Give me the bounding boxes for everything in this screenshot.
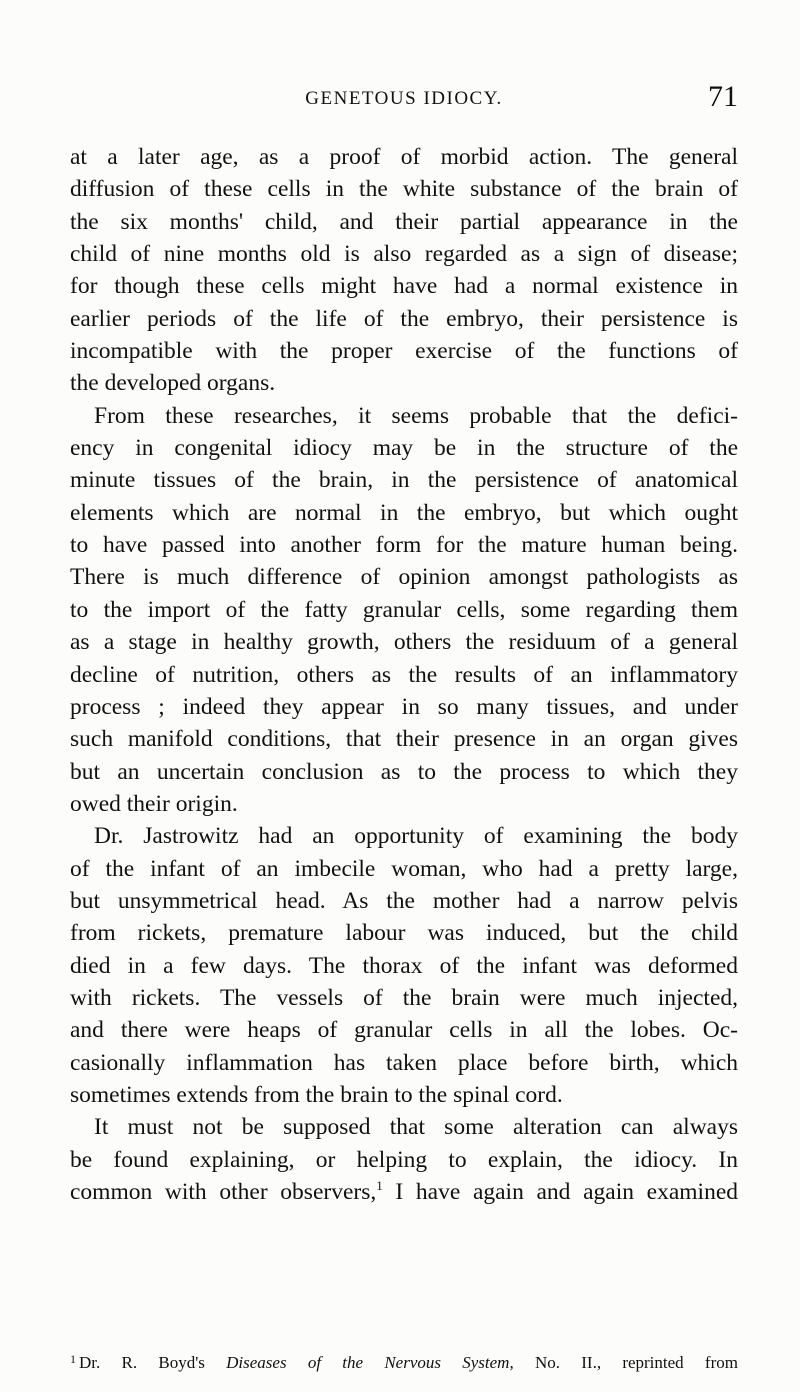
body-text xyxy=(70,141,738,1208)
text-line: at a later age, as a proof of morbid action. The general xyxy=(70,144,738,170)
text-line: There is much difference of opinion amongst pathologists as xyxy=(70,564,738,591)
footnote-title: Diseases of the Nervous System, xyxy=(226,1353,514,1372)
text-line: but an uncertain conclusion as to the process to which they xyxy=(70,758,738,785)
text-line: Dr. Jastrowitz had an opportunity of examining the body xyxy=(94,823,738,850)
paragraph xyxy=(70,1111,738,1208)
text-line: sometimes extends from the brain to the spinal cord. xyxy=(70,1081,563,1108)
running-head-title: GENETOUS IDIOCY. xyxy=(305,88,503,109)
running-head xyxy=(70,82,738,122)
text-line: From these researches, it seems probable that the defici- xyxy=(94,402,738,429)
text-line: child of nine months old is also regarded as a sign of disease; xyxy=(70,241,738,268)
text-line: the developed organs. xyxy=(70,370,276,397)
text-line: casionally inflammation has taken place before birth, which xyxy=(70,1049,738,1076)
text-line: incompatible with the proper exercise of the functions of xyxy=(70,338,738,365)
paragraph xyxy=(70,820,738,1111)
text-line: to the import of the fatty granular cells, some regarding them xyxy=(70,596,738,623)
text-segment: I have again and again examined xyxy=(382,1179,739,1205)
page-number: 71 xyxy=(708,80,738,113)
footnote-tail: No. II., reprinted from xyxy=(513,1353,738,1372)
text-line: It must not be supposed that some alteration can always xyxy=(94,1114,738,1141)
text-line: earlier periods of the life of the embryo, their persistence is xyxy=(70,305,738,332)
footnote-reference[interactable]: 1 xyxy=(376,1178,383,1194)
text-segment: common with other observers, xyxy=(70,1179,377,1205)
text-line: diffusion of these cells in the white substance of the brain of xyxy=(70,176,738,203)
text-line: elements which are normal in the embryo, but which ought xyxy=(70,499,738,526)
text-line: died in a few days. The thorax of the infant was deformed xyxy=(70,952,738,979)
paragraph xyxy=(70,141,738,400)
text-line: decline of nutrition, others as the results of an inflammatory xyxy=(70,661,738,688)
text-line-with-footnote xyxy=(70,1176,738,1208)
text-line: minute tissues of the brain, in the persistence of anatomical xyxy=(70,467,738,494)
text-line: process ; indeed they appear in so many tissues, and under xyxy=(70,693,738,720)
footnote-lead: Dr. R. Boyd's xyxy=(79,1353,227,1372)
footnote-marker: 1 xyxy=(70,1352,76,1366)
text-line: of the infant of an imbecile woman, who had a pretty large, xyxy=(70,855,738,882)
text-line: the six months' child, and their partial appearance in the xyxy=(70,208,738,235)
paragraph xyxy=(70,400,738,820)
text-line: to have passed into another form for the mature human being. xyxy=(70,532,738,559)
text-line: but unsymmetrical head. As the mother had a narrow pelvis xyxy=(70,887,738,914)
text-line: as a stage in healthy growth, others the residuum of a general xyxy=(70,629,738,656)
text-line: and there were heaps of granular cells in all the lobes. Oc- xyxy=(70,1017,738,1044)
text-line: for though these cells might have had a normal existence in xyxy=(70,273,738,300)
text-line: ency in congenital idiocy may be in the structure of the xyxy=(70,435,738,462)
text-line: from rickets, premature labour was induced, but the child xyxy=(70,920,738,947)
text-line: such manifold conditions, that their presence in an organ gives xyxy=(70,726,738,753)
footnote xyxy=(70,1347,738,1375)
text-line: owed their origin. xyxy=(70,790,238,817)
text-line: with rickets. The vessels of the brain were much injected, xyxy=(70,984,738,1011)
text-line: be found explaining, or helping to explain, the idiocy. In xyxy=(70,1146,738,1173)
